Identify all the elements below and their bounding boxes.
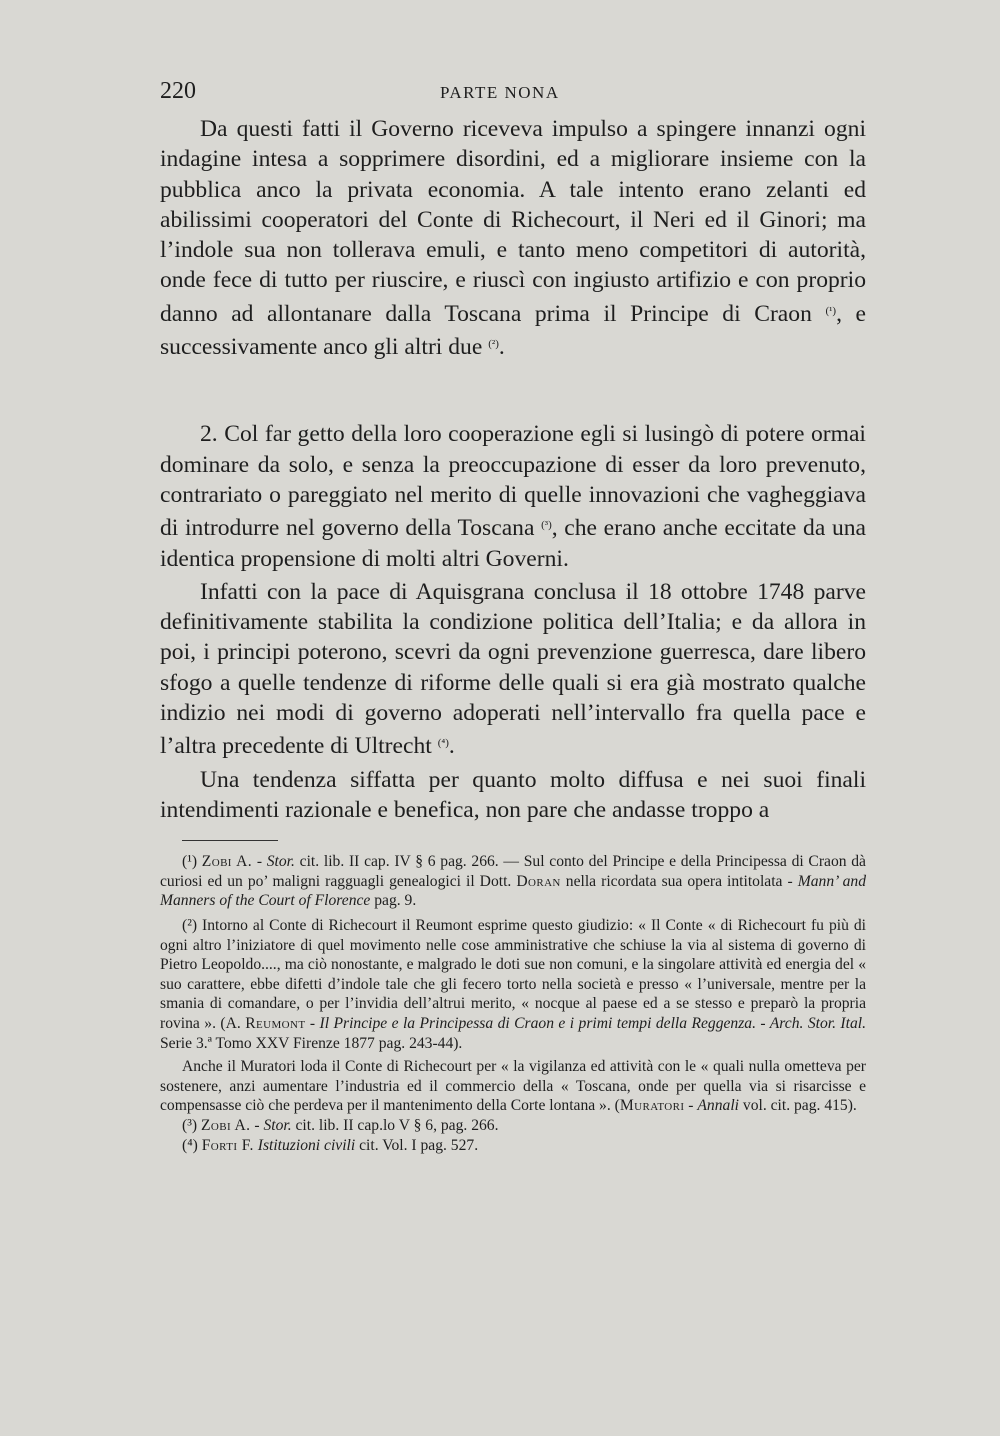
- footnote-2: (²) Intorno al Conte di Richecourt il Reumont esprime questo giudizio: « Il Conte « di Richecourt fu più di ogni altro l’iniziatore di quel movimento nelle cose amministrative che schiuse la via al sistema di governo di Pietro Leopoldo...., ma ciò nonostante, e malgrado le doti sue non comuni, e la singolare attività ed energia del « suo carattere, ebbe difetti d’indole tale che gli fecero torto nella società e presso « l’universale, mentre per la smania di comandare, o per l’invidia dell’altrui merito, « nocque al paese ed a se stesso e preparò la propria rovina ». (A. Reumont - Il Principe e la Principessa di Craon e i primi tempi della Reggenza. - Arch. Stor. Ital. Serie 3.ª Tomo XXV Firenze 1877 pag. 243-44).: [160, 917, 866, 1052]
- page-header: [160, 78, 866, 114]
- footnote-2-continuation: Anche il Muratori loda il Conte di Richecourt per « la vigilanza ed attività con le « quali nulla ometteva per sostenere, anzi aumentare l’industria ed il commercio della « Toscana, onde per quella via si risarcisse e compensasse ciò che perdeva per il mantenimento della Corte lontana ». (Muratori - Annali vol. cit. pag. 415).: [160, 1058, 866, 1115]
- footnote-ref-3: (³): [541, 519, 552, 532]
- footnote-ref-4: (⁴): [437, 737, 449, 750]
- footnote-separator: [182, 840, 278, 841]
- paragraph-4: Una tendenza siffatta per quanto molto diffusa e nei suoi finali intendimenti razionale e benefica, non pare che andasse troppo a: [160, 766, 866, 823]
- footnote-ref-1: (¹): [825, 304, 837, 317]
- footnote-1: (¹) Zobi A. - Stor. cit. lib. II cap. IV § 6 pag. 266. — Sul conto del Principe e della Principessa di Craon dà curiosi ed un po’ maligni ragguagli genealogici il Dott. Doran nella ricordata sua opera intitolata - Mann’ and Manners of the Court of Florence pag. 9.: [160, 853, 866, 910]
- footnote-4: (⁴) Forti F. Istituzioni civili cit. Vol. I pag. 527.: [182, 1136, 479, 1154]
- footnotes: [160, 852, 866, 1155]
- paragraph-3: Infatti con la pace di Aquisgrana conclusa il 18 ottobre 1748 parve definitivamente stabilita la condizione politica dell’Italia; e da allora in poi, i principi poterono, scevri da ogni prevenzione guerresca, dare libero sfogo a quelle tendenze di riforme delle quali si era già mostrato qualche indizio nei modi di governo adoperati nell’intervallo fra quella pace e l’altra precedente di Ultrecht $^{(^4)}$.: [160, 578, 866, 760]
- running-title: PARTE NONA: [440, 83, 560, 102]
- footnote-ref-2: (²): [488, 338, 499, 351]
- paragraph-2: 2. Col far getto della loro cooperazione egli si lusingò di potere ormai dominare da solo, e senza la preoccupazione di esser da loro prevenuto, contrariato o pareggiato nel merito di quelle innovazioni che vagheggiava di introdurre nel governo della Toscana $^{(^3)}$, che erano anche eccitate da una identica propensione di molti altri Governi.: [160, 421, 867, 572]
- footnote-3: (³) Zobi A. - Stor. cit. lib. II cap.lo V § 6, pag. 266.: [182, 1116, 499, 1134]
- main-text: [160, 114, 866, 825]
- paragraph-1: Da questi fatti il Governo riceveva impulso a spingere innanzi ogni indagine intesa a sopprimere disordini, ed a migliorare insieme con la pubblica anco la privata economia. A tale intento erano zelanti ed abilissimi cooperatori del Conte di Richecourt, il Neri ed il Ginori; ma l’indole sua non tollerava emuli, e tanto meno competitori di autorità, onde fece di tutto per riuscire, e riuscì con ingiusto artifizio e con proprio danno ad allontanare dalla Toscana prima il Principe di Craon $^{(^1)}$, e successivamente anco gli altri due $^{(^2)}$.: [160, 116, 866, 361]
- page-number: 220: [160, 78, 196, 104]
